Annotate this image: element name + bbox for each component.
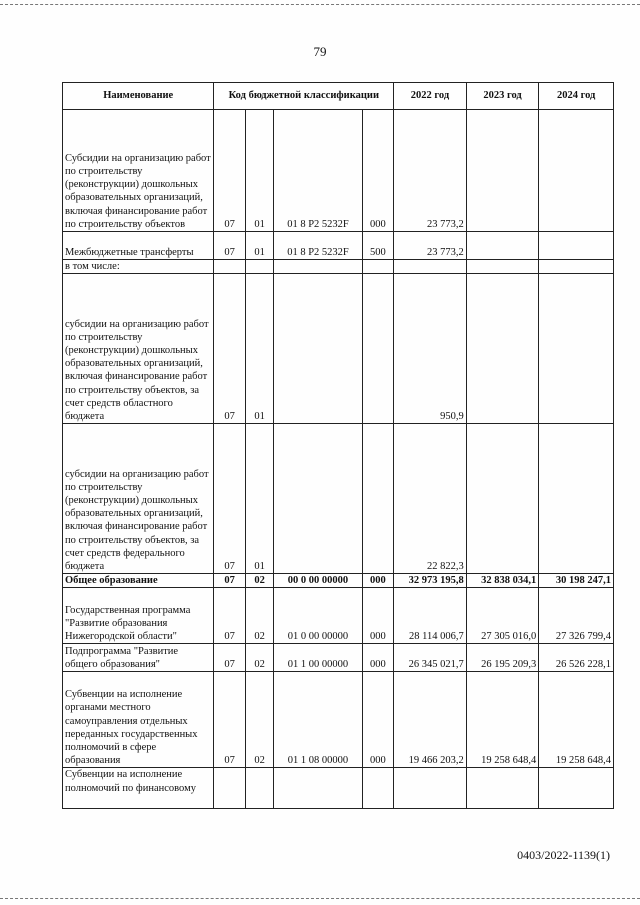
row-name: Подпрограмма "Развитие общего образования" <box>63 644 214 672</box>
row-target: 01 8 Р2 5232F <box>274 232 362 260</box>
row-expense-type: 000 <box>362 672 394 768</box>
row-name: Субвенции на исполнение органами местного самоуправления отдельных переданных государственных полномочий в сфере образования <box>63 672 214 768</box>
table-row <box>63 110 614 232</box>
row-2024: 27 326 799,4 <box>539 588 614 644</box>
row-subsection: 02 <box>245 672 273 768</box>
row-name: Субвенции на исполнение полномочий по финансовому <box>63 768 214 809</box>
table-row <box>63 644 614 672</box>
row-2023: 32 838 034,1 <box>466 574 539 588</box>
header-2023: 2023 год <box>466 83 539 110</box>
row-2022: 19 466 203,2 <box>394 672 467 768</box>
row-subsection: 01 <box>245 232 273 260</box>
row-2022 <box>394 260 467 274</box>
table-row <box>63 424 614 574</box>
header-code: Код бюджетной классификации <box>214 83 394 110</box>
row-target <box>274 274 362 424</box>
row-name: Межбюджетные трансферты <box>63 232 214 260</box>
row-2022: 950,9 <box>394 274 467 424</box>
row-2023 <box>466 232 539 260</box>
bottom-edge-line <box>0 898 640 899</box>
row-2022: 28 114 006,7 <box>394 588 467 644</box>
row-2023: 26 195 209,3 <box>466 644 539 672</box>
row-name: субсидии на организацию работ по строительству (реконструкции) дошкольных образовательных организаций, включая финансирование работ по строительству объектов, за счет средств федерального бюджета <box>63 424 214 574</box>
row-section: 07 <box>214 274 246 424</box>
row-subsection <box>245 260 273 274</box>
row-name: Государственная программа "Развитие образования Нижегородской области" <box>63 588 214 644</box>
row-expense-type: 000 <box>362 574 394 588</box>
budget-table <box>62 82 614 809</box>
row-2024: 30 198 247,1 <box>539 574 614 588</box>
row-2022: 26 345 021,7 <box>394 644 467 672</box>
row-2024 <box>539 260 614 274</box>
row-section <box>214 260 246 274</box>
row-section: 07 <box>214 574 246 588</box>
row-expense-type: 000 <box>362 644 394 672</box>
header-2024: 2024 год <box>539 83 614 110</box>
header-name: Наименование <box>63 83 214 110</box>
row-2024 <box>539 110 614 232</box>
row-subsection: 01 <box>245 110 273 232</box>
row-2024 <box>539 232 614 260</box>
row-subsection: 02 <box>245 644 273 672</box>
row-2023 <box>466 110 539 232</box>
row-section: 07 <box>214 110 246 232</box>
document-code: 0403/2022-1139(1) <box>517 848 610 862</box>
row-target: 00 0 00 00000 <box>274 574 362 588</box>
row-expense-type <box>362 768 394 809</box>
row-expense-type <box>362 260 394 274</box>
header-2022: 2022 год <box>394 83 467 110</box>
page-number: 79 <box>313 44 327 59</box>
row-2024 <box>539 274 614 424</box>
row-section: 07 <box>214 672 246 768</box>
row-subsection <box>245 768 273 809</box>
row-expense-type: 000 <box>362 110 394 232</box>
row-2022 <box>394 768 467 809</box>
row-subsection: 01 <box>245 424 273 574</box>
row-section: 07 <box>214 644 246 672</box>
row-name: в том числе: <box>63 260 214 274</box>
table-row <box>63 672 614 768</box>
table-row <box>63 768 614 809</box>
row-expense-type <box>362 274 394 424</box>
row-target: 01 1 08 00000 <box>274 672 362 768</box>
row-2024 <box>539 768 614 809</box>
row-2023: 27 305 016,0 <box>466 588 539 644</box>
row-2023 <box>466 768 539 809</box>
row-2023 <box>466 260 539 274</box>
row-2022: 32 973 195,8 <box>394 574 467 588</box>
row-subsection: 02 <box>245 588 273 644</box>
row-2023 <box>466 424 539 574</box>
row-2022: 23 773,2 <box>394 110 467 232</box>
row-2024: 26 526 228,1 <box>539 644 614 672</box>
row-target: 01 0 00 00000 <box>274 588 362 644</box>
row-2023: 19 258 648,4 <box>466 672 539 768</box>
table-row <box>63 260 614 274</box>
table-row <box>63 232 614 260</box>
row-target: 01 1 00 00000 <box>274 644 362 672</box>
table-row <box>63 274 614 424</box>
row-name: субсидии на организацию работ по строительству (реконструкции) дошкольных образовательных организаций, включая финансирование работ по строительству объектов, за счет средств областного бюджета <box>63 274 214 424</box>
row-expense-type <box>362 424 394 574</box>
table-row <box>63 574 614 588</box>
row-2022: 23 773,2 <box>394 232 467 260</box>
row-name: Общее образование <box>63 574 214 588</box>
row-2022: 22 822,3 <box>394 424 467 574</box>
row-expense-type: 000 <box>362 588 394 644</box>
row-subsection: 01 <box>245 274 273 424</box>
row-expense-type: 500 <box>362 232 394 260</box>
row-section <box>214 768 246 809</box>
row-target <box>274 768 362 809</box>
row-2024 <box>539 424 614 574</box>
row-section: 07 <box>214 424 246 574</box>
row-target: 01 8 Р2 5232F <box>274 110 362 232</box>
table-header-row <box>63 83 614 110</box>
top-edge-line <box>0 4 640 5</box>
row-2024: 19 258 648,4 <box>539 672 614 768</box>
row-target <box>274 424 362 574</box>
table-row <box>63 588 614 644</box>
row-target <box>274 260 362 274</box>
row-2023 <box>466 274 539 424</box>
row-section: 07 <box>214 232 246 260</box>
row-section: 07 <box>214 588 246 644</box>
row-name: Субсидии на организацию работ по строительству (реконструкции) дошкольных образовательных организаций, включая финансирование работ по строительству объектов <box>63 110 214 232</box>
row-subsection: 02 <box>245 574 273 588</box>
